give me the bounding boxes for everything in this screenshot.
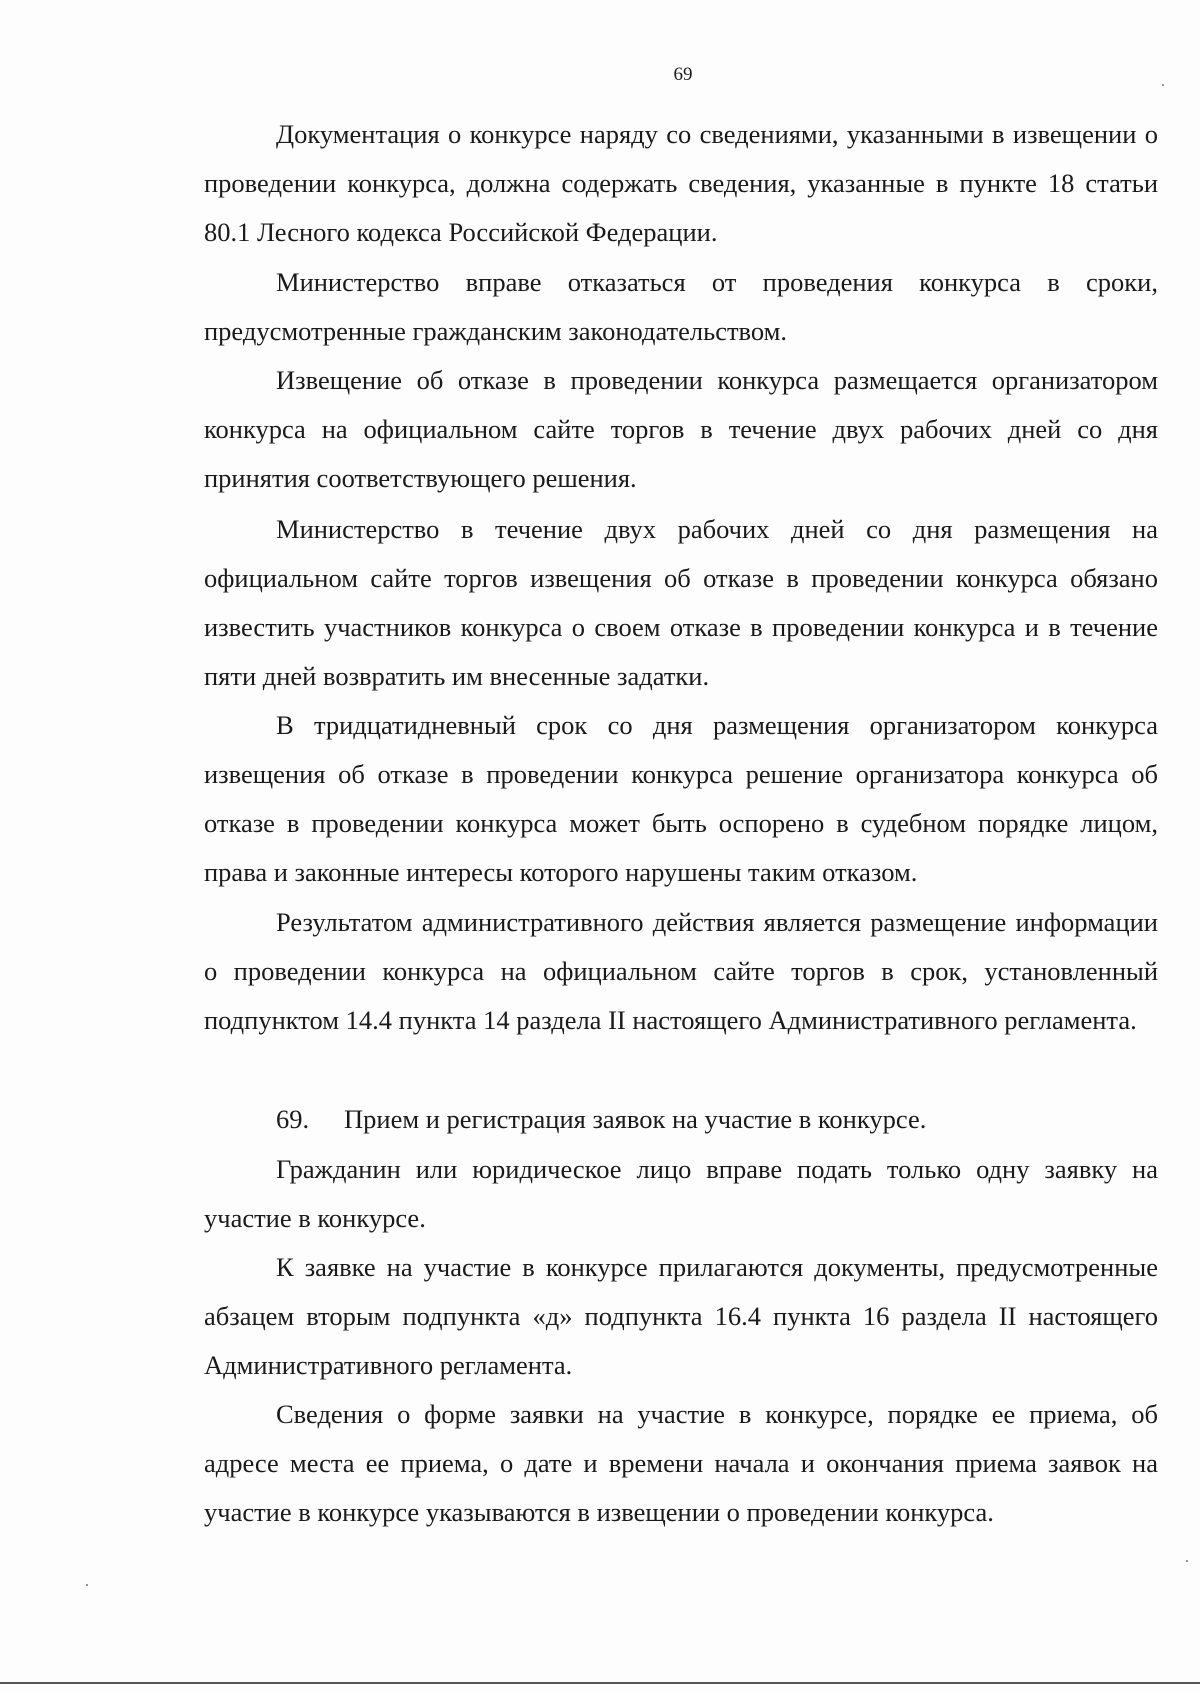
scan-speck [1162, 84, 1164, 86]
paragraph-appeal: В тридцатидневный срок со дня размещения организатором конкурса извещения об отказе в проведении конкурса решение организатора конкурса об отказе в проведении конкурса может быть оспорено в судебном порядке лицом, права и законные интересы которого нарушены таким отказом. [204, 710, 1158, 887]
scan-edge-line [0, 1682, 1200, 1684]
scan-speck [86, 1584, 88, 1586]
item-69-number: 69. [276, 1104, 310, 1134]
paragraph-ministry-notify: Министерство в течение двух рабочих дней со дня размещения на официальном сайте торгов извещения об отказе в проведении конкурса обязано известить участников конкурса о своем отказе в проведении конкурса и в течение пяти дней возвратить им внесенные задатки. [204, 514, 1158, 691]
paragraph-one-application: Гражданин или юридическое лицо вправе подать только одну заявку на участие в конкурсе. [204, 1154, 1158, 1233]
page-number: 69 [673, 64, 693, 85]
paragraph-documentation: Документация о конкурсе наряду со сведениями, указанными в извещении о проведении конкурса, должна содержать сведения, указанные в пункте 18 статьи 80.1 Лесного кодекса Российской Федерации. [204, 119, 1158, 247]
scan-speck [1186, 1560, 1188, 1562]
item-69 [276, 1095, 1158, 1144]
paragraph-result: Результатом административного действия является размещение информации о проведении конкурса на официальном сайте торгов в срок, установленный подпунктом 14.4 пункта 14 раздела II настоящего Административного регламента. [204, 907, 1158, 1035]
paragraph-attached-documents: К заявке на участие в конкурсе прилагаются документы, предусмотренные абзацем вторым подпункта «д» подпункта 16.4 пункта 16 раздела II настоящего Административного регламента. [204, 1252, 1158, 1380]
paragraph-application-form: Сведения о форме заявки на участие в конкурсе, порядке ее приема, об адресе места ее приема, о дате и времени начала и окончания приема заявок на участие в конкурсе указываются в извещении о проведении конкурса. [204, 1399, 1158, 1527]
item-69-text: Прием и регистрация заявок на участие в конкурсе. [344, 1104, 927, 1134]
paragraph-refusal-notice: Извещение об отказе в проведении конкурса размещается организатором конкурса на официальном сайте торгов в течение двух рабочих дней со дня принятия соответствующего решения. [204, 365, 1158, 493]
paragraph-ministry-refuse: Министерство вправе отказаться от проведения конкурса в сроки, предусмотренные гражданским законодательством. [204, 267, 1158, 346]
